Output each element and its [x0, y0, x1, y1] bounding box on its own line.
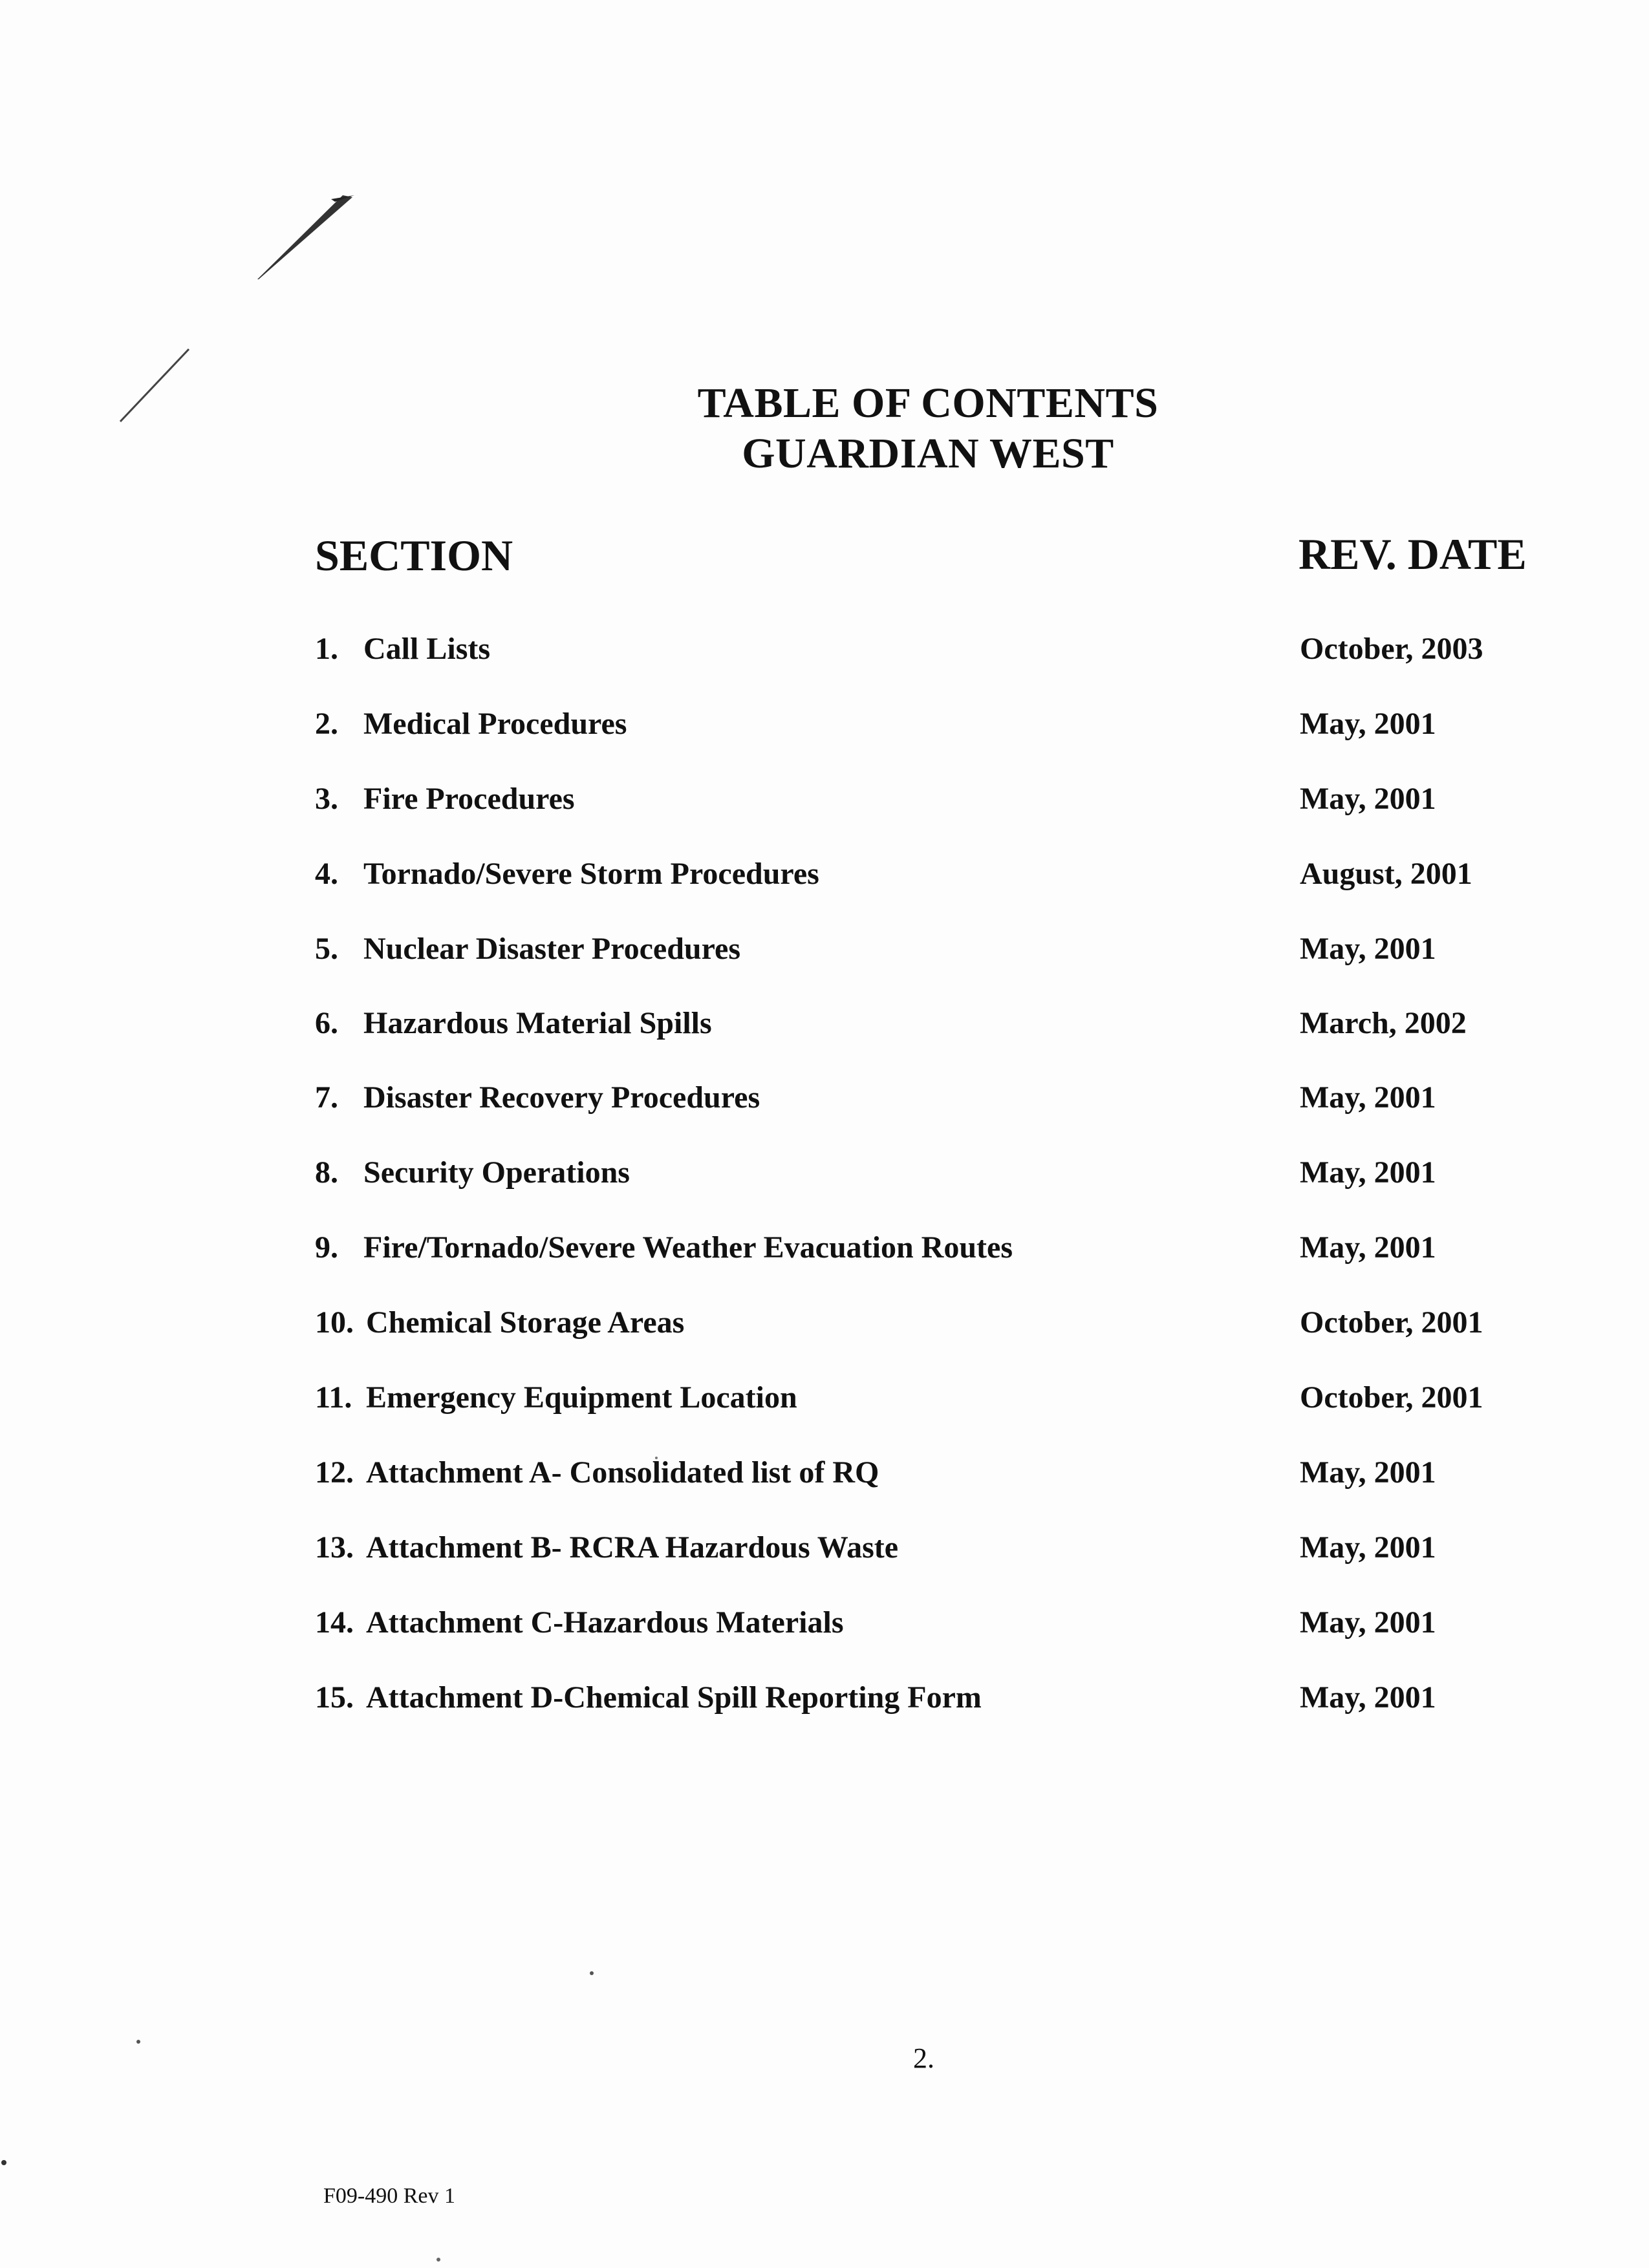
entry-label: Emergency Equipment Location [366, 1380, 797, 1415]
toc-entry [0, 1530, 1649, 1581]
entry-rev-date: May, 2001 [1300, 1155, 1436, 1190]
entry-rev-date: October, 2001 [1300, 1380, 1483, 1415]
entry-rev-date: October, 2003 [1300, 632, 1483, 666]
entry-rev-date: May, 2001 [1300, 1530, 1436, 1565]
toc-entry [0, 706, 1649, 758]
entry-label: Call Lists [363, 632, 491, 666]
form-identifier: F09-490 Rev 1 [323, 2184, 455, 2208]
entry-label: Disaster Recovery Procedures [363, 1080, 760, 1115]
entry-label: Hazardous Material Spills [363, 1006, 712, 1040]
toc-entry [0, 631, 1649, 683]
toc-entry [0, 1380, 1649, 1431]
entry-number: 14. [315, 1605, 354, 1640]
toc-entry [0, 1455, 1649, 1506]
entry-label: Security Operations [363, 1155, 630, 1190]
entry-label: Tornado/Severe Storm Procedures [363, 857, 819, 891]
toc-entry [0, 1230, 1649, 1281]
entry-label: Chemical Storage Areas [366, 1305, 685, 1340]
toc-entry [0, 1080, 1649, 1131]
toc-entry [0, 781, 1649, 833]
rev-date-column-header: REV. DATE [1299, 530, 1527, 579]
entry-label: Attachment D-Chemical Spill Reporting Form [366, 1680, 982, 1715]
entry-number: 5. [315, 932, 338, 966]
entry-number: 15. [315, 1680, 354, 1715]
entry-number: 2. [315, 707, 338, 741]
page-number: 2. [913, 2042, 934, 2074]
entry-number: 7. [315, 1080, 338, 1115]
entry-label: Attachment A- Consolidated list of RQ [366, 1455, 879, 1490]
section-column-header: SECTION [315, 531, 513, 580]
toc-entry [0, 1305, 1649, 1356]
entry-rev-date: May, 2001 [1300, 782, 1436, 816]
entry-rev-date: May, 2001 [1300, 932, 1436, 966]
entry-rev-date: October, 2001 [1300, 1305, 1483, 1340]
entry-number: 6. [315, 1006, 338, 1040]
entry-rev-date: May, 2001 [1300, 707, 1436, 741]
entry-rev-date: May, 2001 [1300, 1455, 1436, 1490]
toc-entry [0, 856, 1649, 908]
toc-entry [0, 1680, 1649, 1731]
toc-entry [0, 1605, 1649, 1656]
entry-label: Attachment B- RCRA Hazardous Waste [366, 1530, 899, 1565]
entry-number: 11. [315, 1380, 352, 1415]
entry-rev-date: August, 2001 [1300, 857, 1472, 891]
entry-rev-date: March, 2002 [1300, 1006, 1467, 1040]
entry-number: 10. [315, 1305, 354, 1340]
toc-entry [0, 931, 1649, 983]
document-title: TABLE OF CONTENTS [697, 380, 1159, 427]
entry-number: 4. [315, 857, 338, 891]
entry-label: Fire/Tornado/Severe Weather Evacuation Routes [363, 1230, 1013, 1265]
entry-number: 8. [315, 1155, 338, 1190]
entry-label: Medical Procedures [363, 707, 627, 741]
entry-label: Attachment C-Hazardous Materials [366, 1605, 844, 1640]
toc-entry [0, 1155, 1649, 1206]
entry-rev-date: May, 2001 [1300, 1605, 1436, 1640]
entry-number: 9. [315, 1230, 338, 1265]
entry-number: 1. [315, 632, 338, 666]
document-subtitle: GUARDIAN WEST [742, 430, 1114, 477]
entry-number: 12. [315, 1455, 354, 1490]
toc-entry [0, 1005, 1649, 1057]
entry-label: Nuclear Disaster Procedures [363, 932, 741, 966]
entry-number: 3. [315, 782, 338, 816]
entry-label: Fire Procedures [363, 782, 575, 816]
entry-rev-date: May, 2001 [1300, 1080, 1436, 1115]
entry-number: 13. [315, 1530, 354, 1565]
entry-rev-date: May, 2001 [1300, 1230, 1436, 1265]
entry-rev-date: May, 2001 [1300, 1680, 1436, 1715]
